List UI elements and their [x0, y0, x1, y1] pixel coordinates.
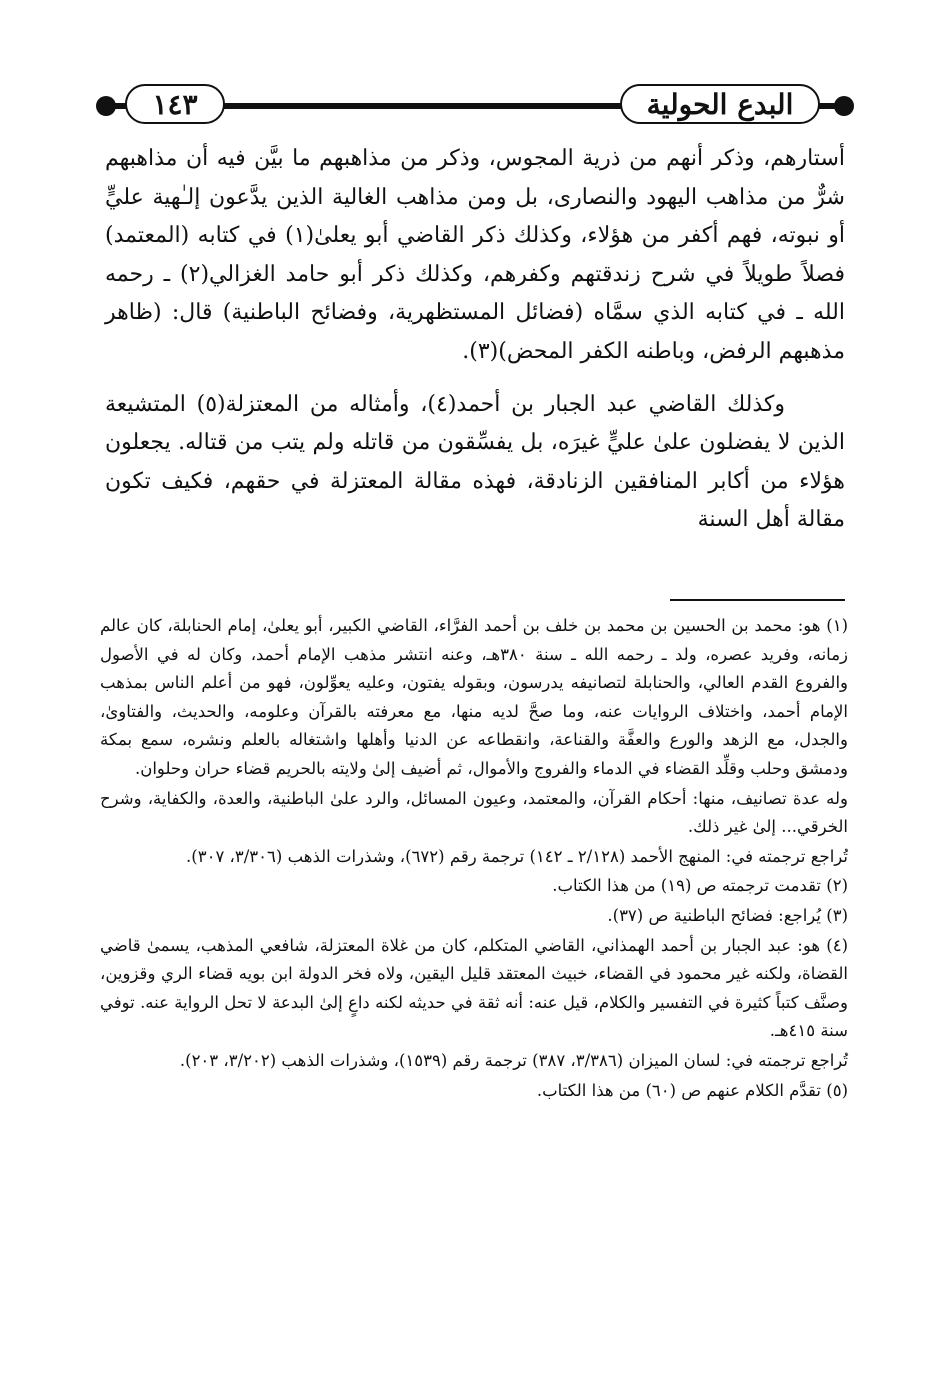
main-text: [105, 140, 845, 540]
footnote-4-sources: تُراجع ترجمته في: لسان الميزان (٣/٣٨٦، ٣٨٧) ترجمة رقم (١٥٣٩)، وشذرات الذهب (٣/٢٠٢، ٢٠٣).: [179, 1050, 848, 1070]
footnote-3: (٣) يُراجع: فضائح الباطنية ص (٣٧).: [607, 905, 848, 925]
header-rule-cap-left: [96, 96, 116, 116]
footnote-separator: [670, 599, 845, 601]
paragraph: وكذلك القاضي عبد الجبار بن أحمد(٤)، وأمثاله من المعتزلة(٥) المتشيعة الذين لا يفضلون علىٰ عليٍّ غيرَه، بل يفسِّقون من قاتله ولم يتب من قتاله. يجعلون هؤلاء من أكابر المنافقين الزنادقة، فهذه مقالة المعتزلة في حقهم، فكيف تكون مقالة أهل السنة: [105, 391, 845, 533]
page-header: [100, 78, 850, 134]
footnote-4: (٤) هو: عبد الجبار بن أحمد الهمذاني، القاضي المتكلم، كان من غلاة المعتزلة، شافعي المذهب، يسمىٰ قاضي القضاة، ولكنه غير محمود في القضاء، خبيث المعتقد قليل اليقين، ولاه فخر الدولة ابن بويه قضاء الري وقزوين، وصنَّف كتباً كثيرة في التفسير والكلام، قيل عنه: أنه ثقة في حديثه لكنه داعٍ إلىٰ البدعة لا تحل الرواية عنه. توفي سنة ٤١٥هـ.: [100, 935, 848, 1041]
running-title: البدع الحولية: [620, 84, 820, 124]
footnote-1-works: وله عدة تصانيف، منها: أحكام القرآن، والمعتمد، وعيون المسائل، والرد علىٰ الباطنية، والعدة، والكفاية، وشرح الخرقي... إلىٰ غير ذلك.: [100, 788, 848, 837]
paragraph: أستارهم، وذكر أنهم من ذرية المجوس، وذكر من مذاهبهم ما بيَّن فيه أن مذاهبهم شرٌّ من مذاهب اليهود والنصارى، بل ومن مذاهب الغالية الذين يدَّعون إلـٰهية عليٍّ أو نبوته، فهم أكفر من هؤلاء، وكذلك ذكر القاضي أبو يعلىٰ(١) في كتابه (المعتمد) فصلاً طويلاً في شرح زندقتهم وكفرهم، وكذلك ذكر أبو حامد الغزالي(٢) ـ رحمه الله ـ في كتابه الذي سمَّاه (فضائل المستظهرية، وفضائح الباطنية) قال: (ظاهر مذهبهم الرفض، وباطنه الكفر المحض)(٣).: [105, 146, 845, 364]
footnote-1: (١) هو: محمد بن الحسين بن محمد بن خلف بن أحمد الفرَّاء، القاضي الكبير، أبو يعلىٰ، إمام الحنابلة، كان عالم زمانه، وفريد عصره، ولد ـ رحمه الله ـ سنة ٣٨٠هـ، وعنه انتشر مذهب الإمام أحمد، وكان له في الأصول والفروع القدم العالي، والحنابلة لتصانيفه يدرسون، وبقوله يفتون، وعليه يعوِّلون، فهو من أعلم الناس بمذهب الإمام أحمد، واختلاف الروايات عنه، وما صحَّ لديه منها، مع معرفته بالقرآن وعلومه، والحديث، والفتاوىٰ، والجدل، مع الزهد والورع والعفَّة والقناعة، وانقطاعه عن الدنيا وأهلها واشتغاله بالعلم ونشره، سمع بمكة ودمشق وحلب وقلِّد القضاء في الدماء والفروج والأموال، ثم أضيف إلىٰ ولايته بالحريم قضاء حران وحلوان.: [100, 616, 848, 778]
footnote-5: (٥) تقدَّم الكلام عنهم ص (٦٠) من هذا الكتاب.: [536, 1080, 848, 1100]
header-rule-cap-right: [834, 96, 854, 116]
footnote-2: (٢) تقدمت ترجمته ص (١٩) من هذا الكتاب.: [552, 876, 848, 896]
page-number: ١٤٣: [125, 84, 225, 124]
footnotes: [100, 612, 848, 1105]
footnote-1-sources: تُراجع ترجمته في: المنهج الأحمد (٢/١٢٨ ـ ١٤٢) ترجمة رقم (٦٧٢)، وشذرات الذهب (٣/٣٠٦، ٣٠٧).: [186, 846, 848, 866]
